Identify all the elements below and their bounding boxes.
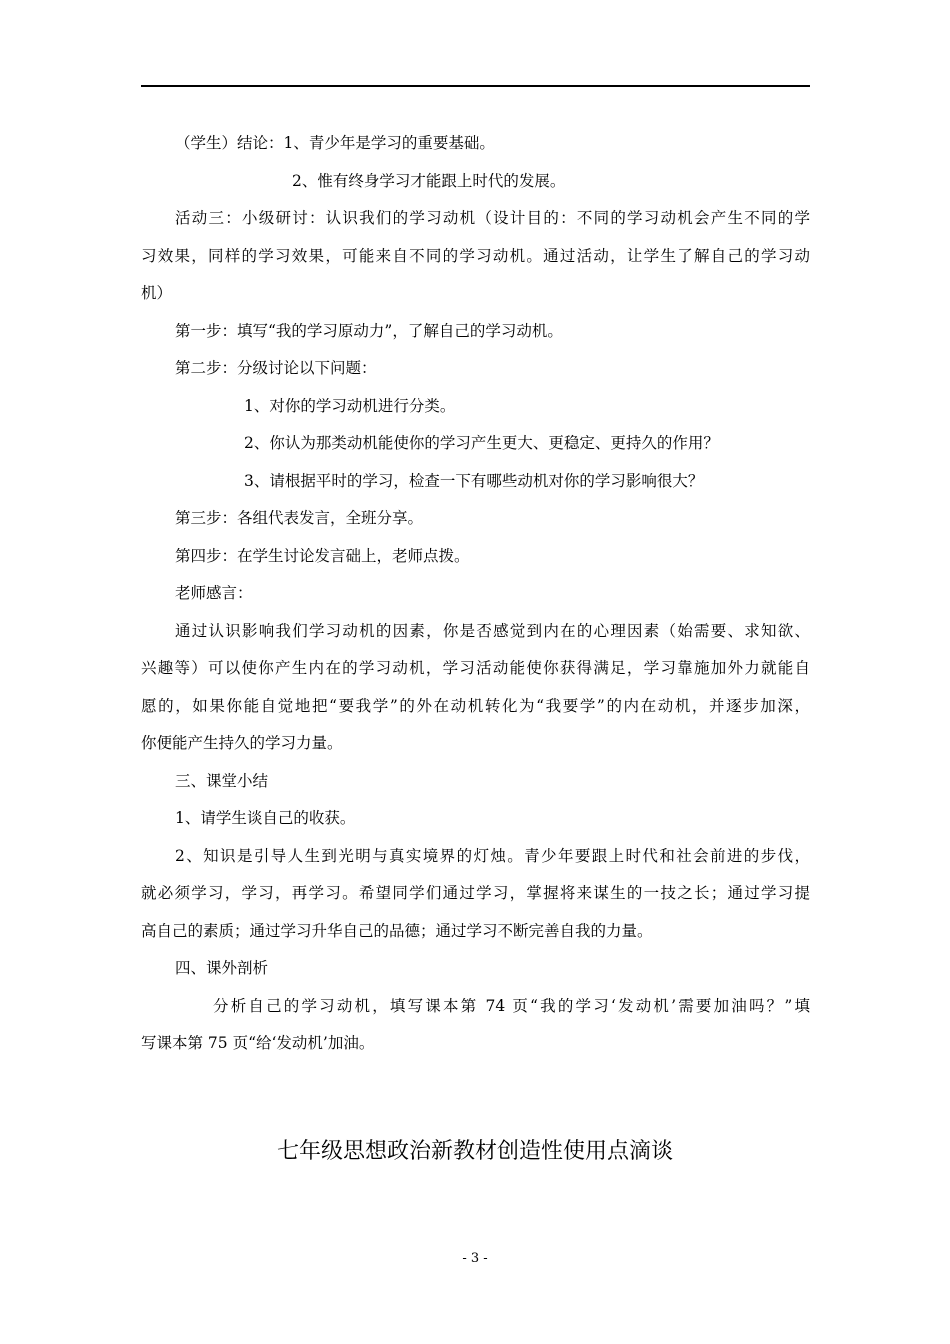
paragraph-line: 3、请根据平时的学习，检查一下有哪些动机对你的学习影响很大？	[244, 472, 704, 490]
paragraph-line: 1、对你的学习动机进行分类。	[244, 397, 456, 415]
paragraph-line: 机）	[141, 284, 173, 302]
paragraph-line: 第四步：在学生讨论发言础上，老师点拨。	[175, 547, 470, 565]
paragraph-line: 你便能产生持久的学习力量。	[141, 734, 343, 752]
paragraph-line: 2、你认为那类动机能使你的学习产生更大、更稳定、更持久的作用？	[244, 434, 719, 452]
paragraph-line: 分析自己的学习动机，填写课本第 74 页“我的学习‘发动机’需要加油吗？”填	[213, 997, 810, 1015]
paragraph-line: 习效果，同样的学习效果，可能来自不同的学习动机。通过活动，让学生了解自己的学习动	[141, 247, 810, 265]
paragraph-line: 兴趣等）可以使你产生内在的学习动机，学习活动能使你获得满足，学习靠施加外力就能自	[141, 659, 810, 677]
paragraph-line: 高自己的素质；通过学习升华自己的品德；通过学习不断完善自我的力量。	[141, 922, 653, 940]
paragraph-line: 2、惟有终身学习才能跟上时代的发展。	[292, 172, 566, 190]
paragraph-line: 老师感言：	[175, 584, 253, 602]
paragraph-line: 写课本第 75 页“给‘发动机’加油。	[141, 1034, 375, 1052]
section-heading: 三、课堂小结	[175, 772, 269, 790]
section-heading: 四、课外剖析	[175, 959, 269, 977]
paragraph-line: 2、知识是引导人生到光明与真实境界的灯烛。青少年要跟上时代和社会前进的步伐，	[175, 847, 810, 865]
paragraph-line: 活动三：小级研讨：认识我们的学习动机（设计目的：不同的学习动机会产生不同的学	[175, 209, 810, 227]
paragraph-line: 通过认识影响我们学习动机的因素，你是否感觉到内在的心理因素（始需要、求知欲、	[175, 622, 810, 640]
article-title: 七年级思想政治新教材创造性使用点滴谈	[276, 1139, 673, 1164]
paragraph-line: 就必须学习，学习，再学习。希望同学们通过学习，掌握将来谋生的一技之长；通过学习提	[141, 884, 810, 902]
paragraph-line: 愿的，如果你能自觉地把“要我学”的外在动机转化为“我要学”的内在动机，并逐步加深，	[141, 697, 810, 715]
paragraph-line: 第一步：填写“我的学习原动力”，了解自己的学习动机。	[175, 322, 563, 340]
paragraph-line: 1、请学生谈自己的收获。	[175, 809, 356, 827]
page-number: - 3 -	[462, 1251, 488, 1266]
paragraph-line: （学生）结论：1、青少年是学习的重要基础。	[175, 134, 495, 152]
paragraph-line: 第三步：各组代表发言，全班分享。	[175, 509, 424, 527]
paragraph-line: 第二步：分级讨论以下问题：	[175, 359, 377, 377]
